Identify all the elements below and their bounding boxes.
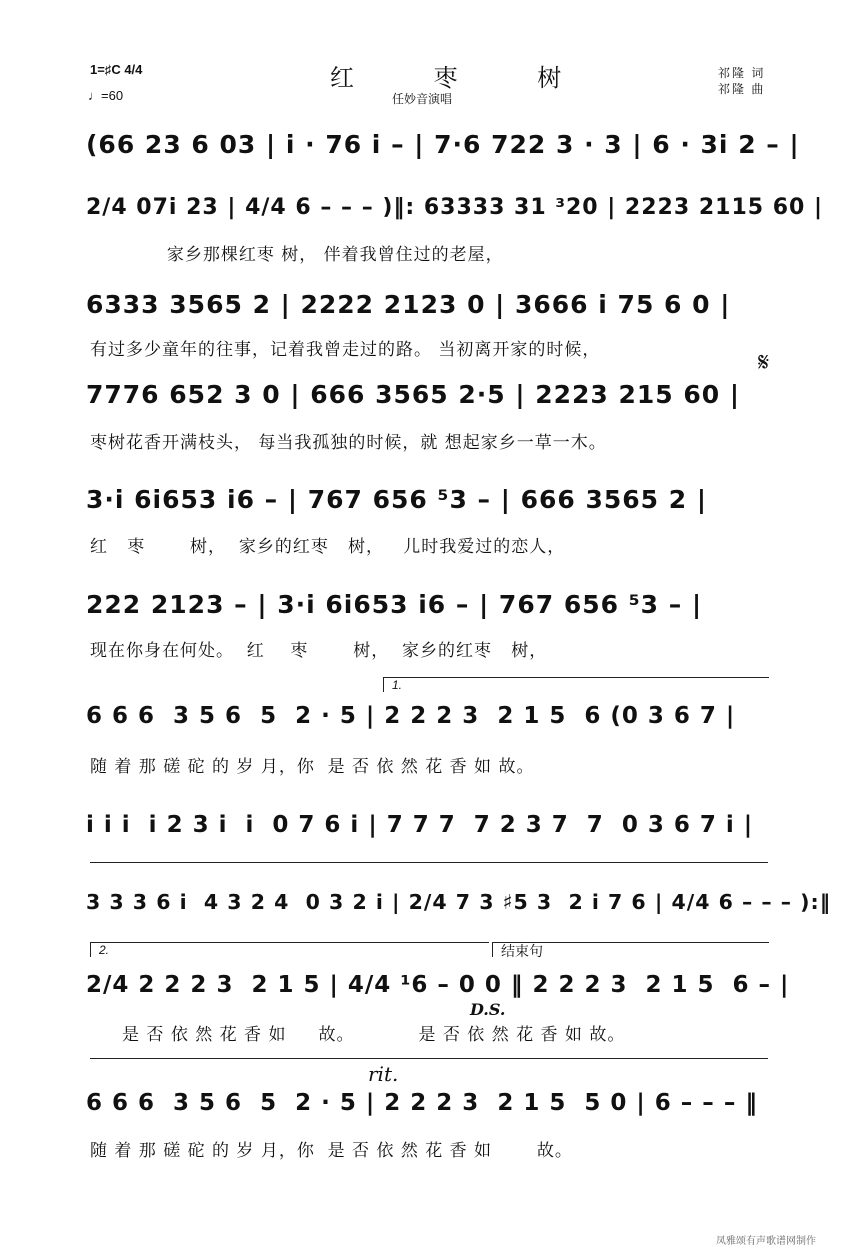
lyrics-line-2: 家乡那棵红枣 树， 伴着我曾住过的老屋， — [90, 245, 504, 265]
song-title: 红 枣 树 — [330, 64, 598, 92]
ending-bracket — [492, 942, 769, 957]
lyrics-line-11: 随 着 那 磋 砣 的 岁 月，你 是 否 依 然 花 香 如 故。 — [90, 1141, 573, 1161]
lyrics-line-5: 红 枣 树， 家乡的红枣 树， 儿时我爱过的恋人， — [90, 537, 566, 557]
notes-line-6: 222 2123 – | 3·i 6i653 i6 – | 767 656 ⁵3 – | — [86, 590, 703, 619]
notes-line-10: 2/4 2 2 2 3 2 1 5 | 4/4 ¹6 – 0 0 ‖ 2 2 2 3 2 1 5 6 – | — [86, 972, 790, 998]
lyrics-line-3: 有过多少童年的往事，记着我曾走过的路。 当初离开家的时候， — [90, 340, 601, 360]
volta-1 — [383, 677, 769, 692]
lyricist-credit: 祁隆 词 — [718, 66, 766, 80]
notes-line-2: 2/4 07i 23 | 4/4 6 – – – )‖: 63333 31 ³20 | 2223 2115 60 | — [86, 195, 824, 220]
lyrics-line-4: 枣树花香开满枝头， 每当我孤独的时候，就 想起家乡一草一木。 — [90, 433, 607, 453]
notes-line-5: 3·i 6i653 i6 – | 767 656 ⁵3 – | 666 3565 2 | — [86, 485, 707, 514]
rit-mark: rit. — [368, 1062, 399, 1086]
repeat-bracket-line — [90, 862, 768, 877]
volta-2-label: 2. — [99, 943, 110, 957]
ds-mark: D.S. — [470, 1000, 506, 1019]
header-tempo: ♩=60 — [88, 88, 124, 103]
volta-2 — [90, 942, 489, 957]
notes-line-1: (66 23 6 03 | i · 76 i – | 7·6 722 3 · 3 | 6 · 3i 2 – | — [86, 130, 800, 159]
composer-credit: 祁隆 曲 — [718, 82, 766, 96]
segno-mark: 𝄋 — [758, 348, 770, 378]
notes-line-7: 6 6 6 3 5 6 5 2 · 5 | 2 2 2 3 2 1 5 6 (0 3 6 7 | — [86, 703, 736, 729]
notes-line-11: 6 6 6 3 5 6 5 2 · 5 | 2 2 2 3 2 1 5 5 0 | 6 – – – ‖ — [86, 1090, 758, 1116]
lyrics-line-7: 随 着 那 磋 砣 的 岁 月，你 是 否 依 然 花 香 如 故。 — [90, 757, 535, 777]
singer-credit: 任妙音演唱 — [392, 92, 453, 106]
header-key: 1=♯C 4/4 — [90, 62, 143, 77]
lyrics-line-6: 现在你身在何处。 红 枣 树， 家乡的红枣 树， — [90, 641, 548, 661]
footer-credit: 凤雅颂有声歌谱网制作 — [716, 1236, 816, 1247]
notes-line-4: 7776 652 3 0 | 666 3565 2·5 | 2223 215 60 | — [86, 380, 740, 409]
ending-label: 结束句 — [501, 943, 543, 959]
volta-1-label: 1. — [392, 678, 403, 692]
notes-line-9: 3 3 3 6 i 4 3 2 4 0 3 2 i | 2/4 7 3 ♯5 3 2 i 7 6 | 4/4 6 – – – ):‖ — [86, 890, 831, 914]
lyrics-line-10: 是 否 依 然 花 香 如 故。 是 否 依 然 花 香 如 故。 — [90, 1025, 626, 1045]
notes-line-8: i i i i 2 3 i i 0 7 6 i | 7 7 7 7 2 3 7 7 0 3 6 7 i | — [86, 812, 754, 838]
final-bracket-line — [90, 1058, 768, 1073]
notes-line-3: 6333 3565 2 | 2222 2123 0 | 3666 i 75 6 0 | — [86, 290, 731, 319]
